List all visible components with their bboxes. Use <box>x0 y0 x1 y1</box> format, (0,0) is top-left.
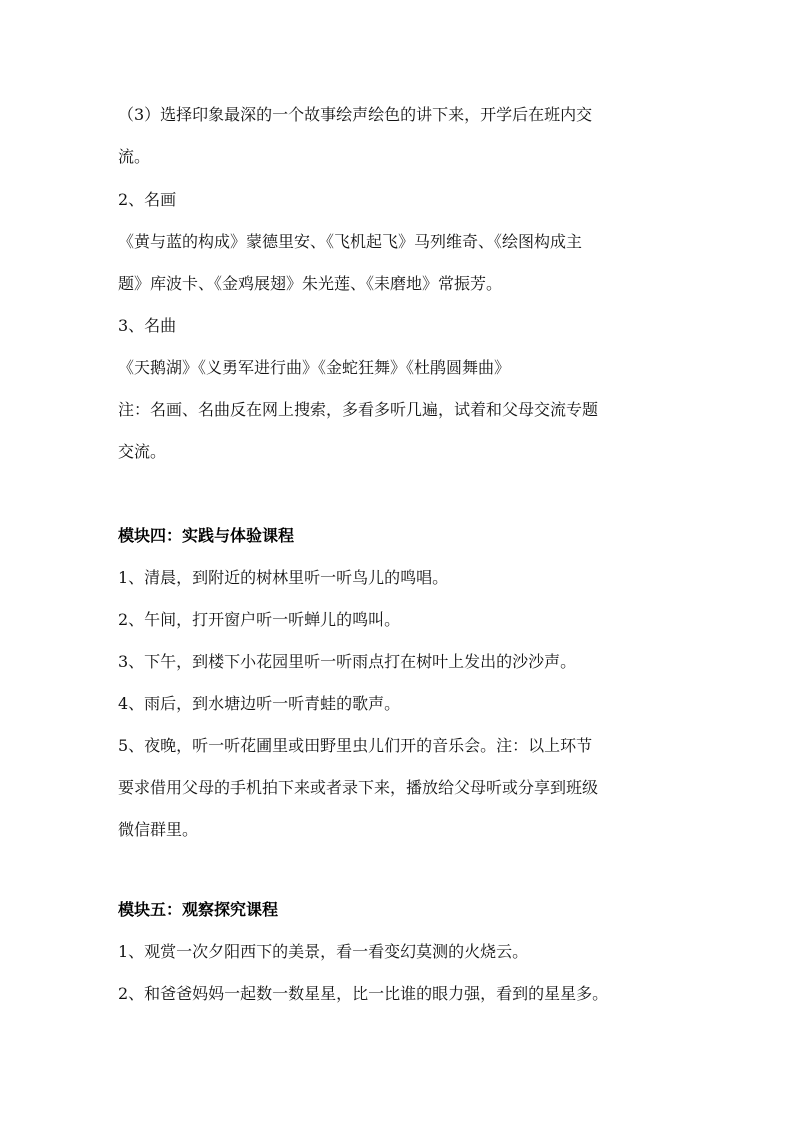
module4-item-4: 4、雨后，到水塘边听一听青蛙的歌声。 <box>118 694 401 713</box>
note-line-1: 注：名画、名曲反在网上搜索，多看多听几遍，试着和父母交流专题 <box>118 400 599 419</box>
module4-heading: 模块四：实践与体验课程 <box>118 526 295 545</box>
intro-line-1: （3）选择印象最深的一个故事绘声绘色的讲下来，开学后在班内交 <box>118 105 593 124</box>
module4-item-5-line-3: 微信群里。 <box>118 820 199 839</box>
module4-item-2: 2、午间，打开窗户听一听蝉儿的鸣叫。 <box>118 610 401 629</box>
module4-item-5-line-2: 要求借用父母的手机拍下来或者录下来，播放给父母听或分享到班级 <box>118 778 599 797</box>
famous-paintings-line-1: 《黄与蓝的构成》蒙德里安、《飞机起飞》马列维奇、《绘图构成主 <box>118 232 583 251</box>
module5-item-2: 2、和爸爸妈妈一起数一数星星，比一比谁的眼力强，看到的星星多。 <box>118 984 609 1003</box>
module4-item-1: 1、清晨，到附近的树林里听一听鸟儿的鸣唱。 <box>118 568 449 587</box>
famous-paintings-title: 2、名画 <box>118 190 177 209</box>
famous-music-line-1: 《天鹅湖》《义勇军进行曲》《金蛇狂舞》《杜鹃圆舞曲》 <box>118 358 511 377</box>
intro-line-2: 流。 <box>118 147 151 166</box>
famous-music-title: 3、名曲 <box>118 316 177 335</box>
famous-paintings-line-2: 题》库波卡、《金鸡展翅》朱光莲、《耒磨地》常振芳。 <box>118 274 503 293</box>
module5-item-1: 1、观赏一次夕阳西下的美景，看一看变幻莫测的火烧云。 <box>118 942 529 961</box>
note-line-2: 交流。 <box>118 442 167 461</box>
module5-heading: 模块五：观察探究课程 <box>118 900 279 919</box>
module4-item-5-line-1: 5、夜晚，听一听花圃里或田野里虫儿们开的音乐会。注：以上环节 <box>118 736 593 755</box>
module4-item-3: 3、下午，到楼下小花园里听一听雨点打在树叶上发出的沙沙声。 <box>118 652 577 671</box>
